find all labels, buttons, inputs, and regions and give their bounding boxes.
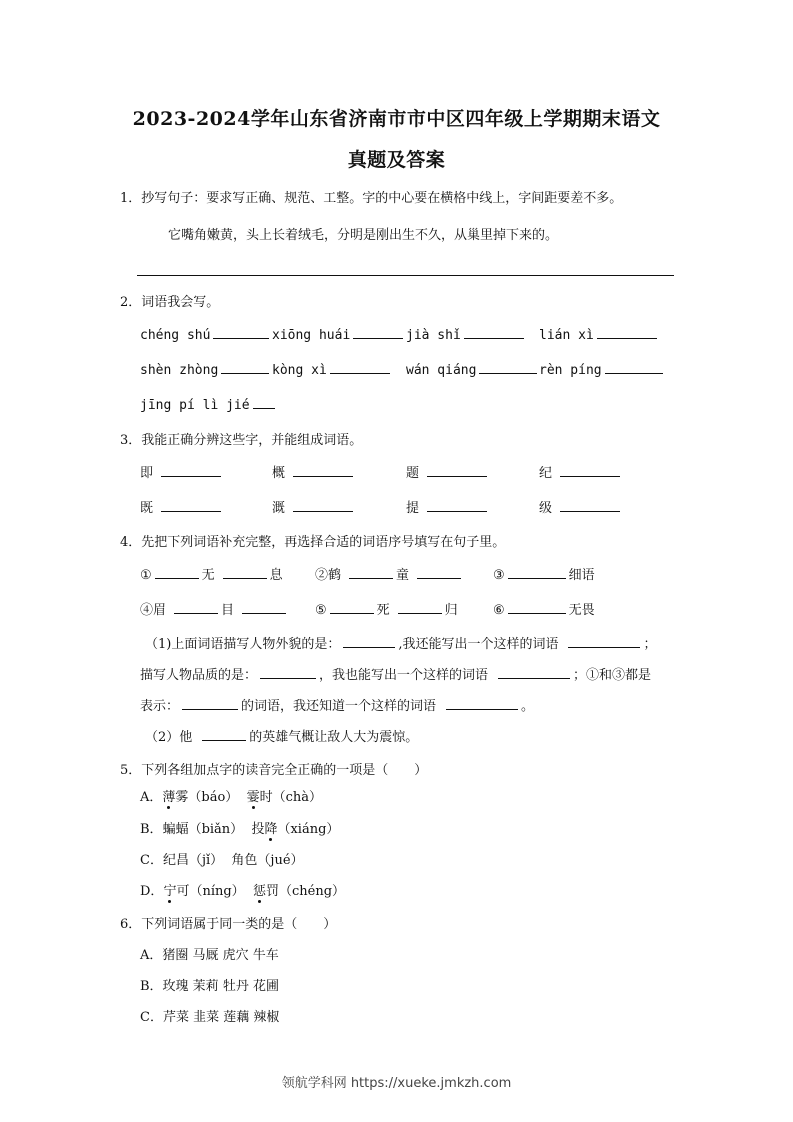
footer-watermark: 领航学科网 https://xueke.jmkzh.com [281, 1076, 512, 1091]
pinyin-item: xiōng huái [272, 326, 406, 343]
answer-blank[interactable] [242, 601, 286, 614]
answer-blank[interactable] [560, 499, 620, 512]
question-1-sentence: 它嘴角嫩黄，头上长着绒毛，分明是刚出生不久，从巢里掉下来的。 [168, 228, 559, 243]
option-b[interactable]: B．玫瑰 茉莉 牡丹 花圃 [140, 979, 279, 994]
idiom-item: ③ 细语 [493, 568, 595, 583]
answer-blank[interactable] [353, 326, 403, 339]
option-a[interactable]: A．猪圈 马厩 虎穴 牛车 [140, 948, 279, 963]
answer-blank[interactable] [398, 601, 442, 614]
answer-blank[interactable] [330, 361, 390, 374]
answer-blank[interactable] [182, 697, 238, 710]
answer-blank[interactable] [253, 396, 275, 409]
answer-blank[interactable] [260, 666, 316, 679]
answer-blank[interactable] [446, 697, 518, 710]
answer-blank[interactable] [161, 499, 221, 512]
answer-blank[interactable] [330, 601, 374, 614]
pinyin-item: jià shǐ [406, 326, 527, 343]
answer-blank[interactable] [568, 635, 640, 648]
question-2-stem: 2．词语我会写。 [120, 295, 220, 310]
answer-blank[interactable] [349, 566, 393, 579]
answer-blank[interactable] [343, 635, 395, 648]
option-c[interactable]: C．芹菜 韭菜 莲藕 辣椒 [140, 1010, 280, 1025]
answer-blank[interactable] [161, 464, 221, 477]
pinyin-item: jīng pí lì jié [140, 396, 278, 413]
answer-blank[interactable] [597, 326, 657, 339]
copy-line[interactable] [137, 275, 674, 276]
idiom-item: ④眉 目 [140, 599, 289, 618]
question-3-stem: 3．我能正确分辨这些字，并能组成词语。 [120, 433, 363, 448]
answer-blank[interactable] [155, 566, 199, 579]
answer-blank[interactable] [605, 361, 663, 374]
option-a[interactable]: A．薄雾（báo） 霎时（chà） [140, 790, 322, 805]
char-item: 即 [140, 462, 224, 481]
pinyin-item: chéng shú [140, 326, 272, 343]
answer-blank[interactable] [293, 464, 353, 477]
option-d[interactable]: D．宁可（níng） 惩罚（chéng） [140, 884, 346, 899]
char-item: 概 [272, 462, 356, 481]
answer-blank[interactable] [427, 464, 487, 477]
question-5-stem: 5．下列各组加点字的读音完全正确的一项是（ ） [120, 763, 428, 778]
fill-sentence: 表示： 的词语，我还知道一个这样的词语 。 [140, 699, 535, 714]
answer-blank[interactable] [417, 566, 461, 579]
char-item: 溉 [272, 497, 356, 516]
fill-sentence: （2）他 的英雄气概让敌人大为震惊。 [145, 730, 419, 745]
document-title-line1: 2023-2024学年山东省济南市市中区四年级上学期期末语文 [132, 108, 661, 130]
pinyin-item: rèn píng [539, 361, 666, 378]
fill-sentence: （1)上面词语描写人物外貌的是： ,我还能写出一个这样的词语 ； [145, 637, 657, 652]
answer-blank[interactable] [479, 361, 537, 374]
char-item: 提 [406, 497, 490, 516]
answer-blank[interactable] [464, 326, 524, 339]
char-item: 题 [406, 462, 490, 481]
answer-blank[interactable] [560, 464, 620, 477]
option-b[interactable]: B．蝙蝠（biǎn） 投降（xiáng） [140, 822, 340, 837]
answer-blank[interactable] [293, 499, 353, 512]
answer-blank[interactable] [202, 728, 246, 741]
answer-blank[interactable] [223, 566, 267, 579]
idiom-item: ① 无 息 [140, 568, 283, 583]
idiom-item: ⑥ 无畏 [493, 603, 595, 618]
pinyin-item: shèn zhòng [140, 361, 272, 378]
question-6-stem: 6．下列词语属于同一类的是（ ） [120, 917, 337, 932]
idiom-item: ⑤ 死 归 [315, 603, 458, 618]
pinyin-item: lián xì [539, 326, 660, 343]
answer-blank[interactable] [498, 666, 570, 679]
option-c[interactable]: C．纪昌（jǐ） 角色（jué） [140, 853, 304, 868]
char-item: 既 [140, 497, 224, 516]
answer-blank[interactable] [508, 601, 566, 614]
question-4-stem: 4．先把下列词语补充完整，再选择合适的词语序号填写在句子里。 [120, 535, 506, 550]
answer-blank[interactable] [174, 601, 218, 614]
idiom-item: ②鹤 童 [315, 564, 464, 583]
pinyin-item: kòng xì [272, 361, 393, 378]
answer-blank[interactable] [221, 361, 269, 374]
answer-blank[interactable] [213, 326, 269, 339]
question-1-stem: 1．抄写句子：要求写正确、规范、工整。字的中心要在横格中线上，字间距要差不多。 [120, 191, 623, 206]
char-item: 纪 [539, 462, 623, 481]
char-item: 级 [539, 497, 623, 516]
document-title-line2: 真题及答案 [347, 149, 446, 171]
answer-blank[interactable] [427, 499, 487, 512]
answer-blank[interactable] [508, 566, 566, 579]
fill-sentence: 描写人物品质的是： ，我也能写出一个这样的词语 ；①和③都是 [140, 668, 652, 683]
pinyin-item: wán qiáng [406, 361, 540, 378]
